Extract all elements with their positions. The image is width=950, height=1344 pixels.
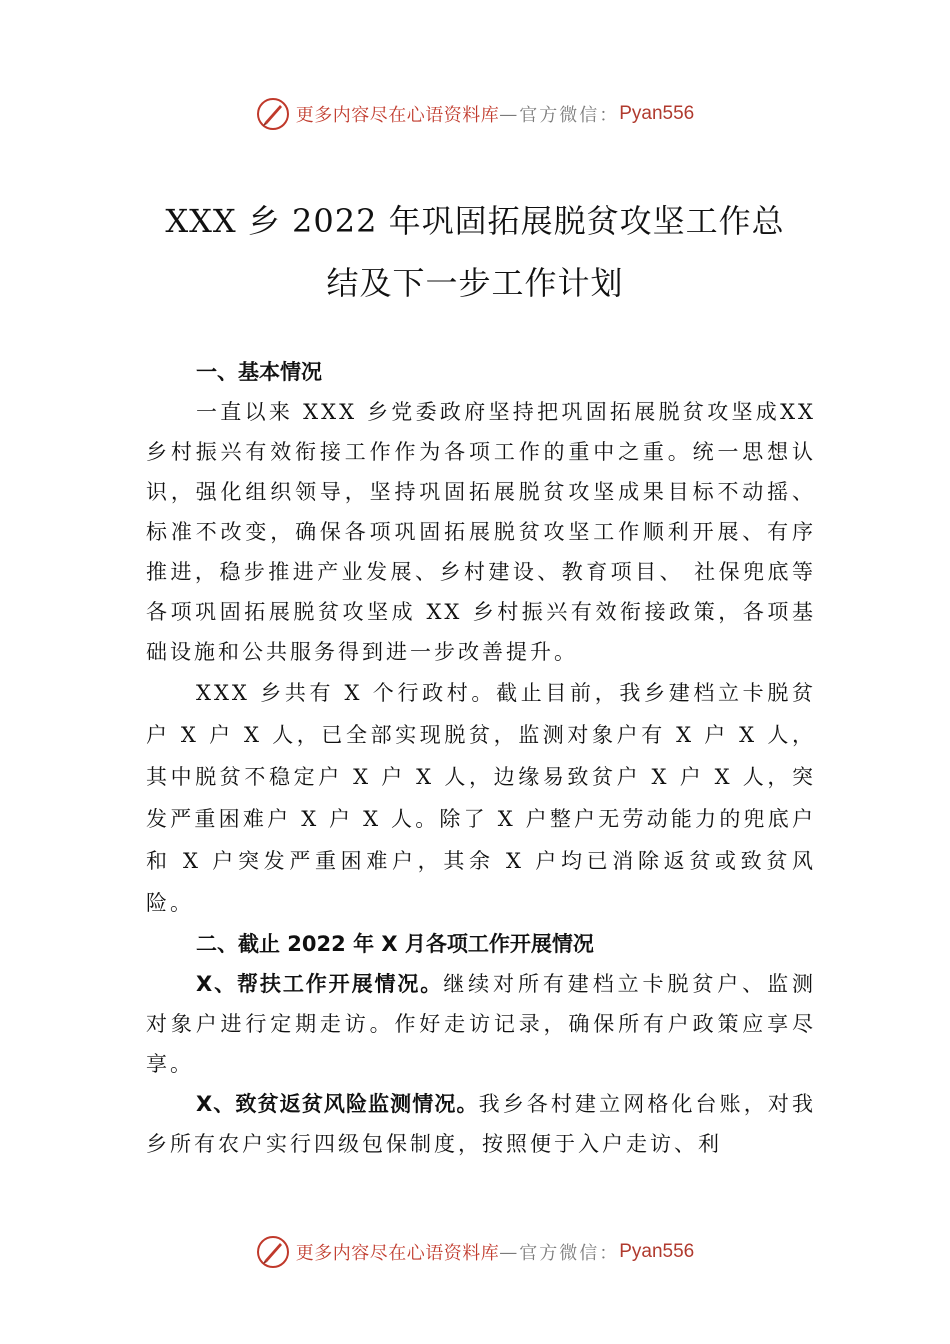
- section-heading-1: 一、基本情况: [196, 360, 322, 384]
- paragraph-lead-bold: X、帮扶工作开展情况。: [196, 972, 444, 996]
- paragraph-text: 我乡各村建立网格化台账，对我乡所有农户实行四级包保制度，按照便于入户走访、利: [146, 1092, 816, 1156]
- banner-wechat-id: Pyan556: [619, 1241, 695, 1262]
- paragraph-village-stats: XXX 乡共有 X 个行政村。截止目前，我乡建档立卡脱贫户 X 户 X 人，已全部实现脱贫，监测对象户有 X 户 X 人，其中脱贫不稳定户 X 户 X 人，边缘易致贫户 X 户 X 人，突发严重困难户 X 户 X 人。除了 X 户整户无劳动能力的兜底户和 X 户突发严重困难户，其余 X 户均已消除返贫或致贫风险。: [146, 681, 816, 915]
- document-title-line-2: 结及下一步工作计划: [326, 264, 624, 302]
- quill-logo-icon: [256, 1235, 290, 1269]
- section-heading-2: 二、截止 2022 年 X 月各项工作开展情况: [196, 932, 594, 956]
- banner-text: 更多内容尽在心语资料库: [295, 105, 500, 126]
- paragraph-risk-monitoring: [146, 1084, 816, 1164]
- header-watermark-banner: [0, 94, 950, 134]
- banner-dash: —: [499, 103, 520, 125]
- document-title-line-1: XXX 乡 2022 年巩固拓展脱贫攻坚工作总: [165, 202, 785, 240]
- document-body: [146, 352, 816, 1164]
- paragraph-assistance-work: [146, 964, 816, 1084]
- footer-watermark-banner: [0, 1232, 950, 1272]
- banner-wechat-label: 官方微信：: [519, 1243, 620, 1264]
- paragraph-lead-bold: X、致贫返贫风险监测情况。: [196, 1092, 479, 1116]
- banner-dash: —: [499, 1241, 520, 1263]
- banner-text: 更多内容尽在心语资料库: [295, 1243, 500, 1264]
- banner-wechat-label: 官方微信：: [519, 105, 620, 126]
- quill-logo-icon: [256, 97, 290, 131]
- banner-wechat-id: Pyan556: [619, 103, 695, 124]
- paragraph-text: 继续对所有建档立卡脱贫户、监测对象户进行定期走访。作好走访记录，确保所有户政策应享尽享。: [146, 972, 816, 1076]
- paragraph-basic-situation: 一直以来 XXX 乡党委政府坚持把巩固拓展脱贫攻坚成XX 乡村振兴有效衔接工作作为各项工作的重中之重。统一思想认识，强化组织领导，坚持巩固拓展脱贫攻坚成果目标不动摇、标准不改变，确保各项巩固拓展脱贫攻坚工作顺利开展、有序推进，稳步推进产业发展、乡村建设、教育项目、 社保兜底等各项巩固拓展脱贫攻坚成 XX 乡村振兴有效衔接政策，各项基础设施和公共服务得到进一步改善提升。: [146, 400, 816, 664]
